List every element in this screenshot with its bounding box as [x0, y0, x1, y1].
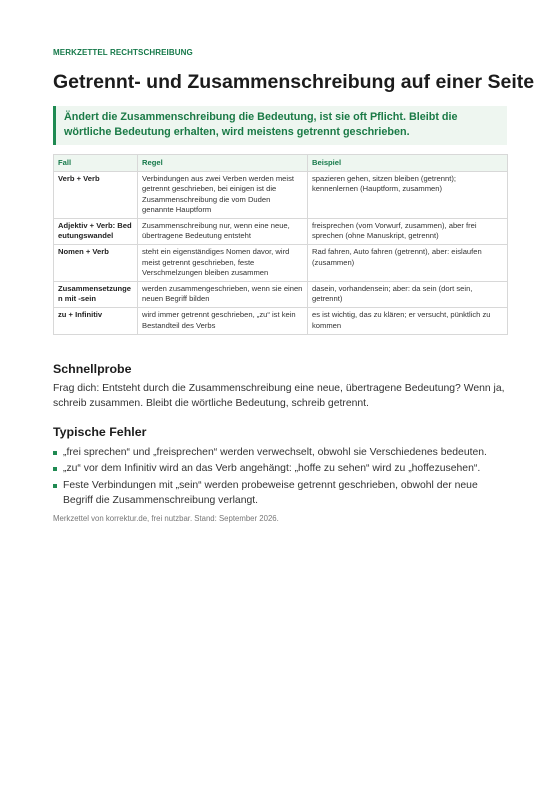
bullet-icon	[53, 451, 57, 455]
list-item	[53, 478, 507, 509]
page-title: Getrennt- und Zusammenschreibung auf einer Seite	[53, 71, 535, 93]
typical-errors-heading: Typische Fehler	[53, 424, 147, 439]
kicker: MERKZETTEL RECHTSCHREIBUNG	[53, 48, 193, 57]
table-cell-example: Rad fahren, Auto fahren (getrennt), aber: eislaufen (zusammen)	[308, 245, 508, 282]
table-row	[54, 282, 508, 308]
table-cell-rule: wird immer getrennt geschrieben, „zu“ ist kein Bestandteil des Verbs	[138, 308, 308, 334]
table-cell-case: Adjektiv + Verb: Bedeutungswandel	[54, 219, 138, 245]
error-text: „zu“ vor dem Infinitiv wird an das Verb angehängt: „hoffe zu sehen“ wird zu „hoffezusehen“.	[63, 463, 481, 475]
table-cell-rule: Zusammenschreibung nur, wenn eine neue, übertragene Bedeutung entsteht	[138, 219, 308, 245]
column-header-case: Fall	[54, 155, 138, 172]
column-header-example: Beispiel	[308, 155, 508, 172]
error-text: Feste Verbindungen mit „sein“ werden probeweise getrennt geschrieben, obwohl der neue Begriff die Zusammenschreibung verlangt.	[63, 479, 478, 507]
table-row	[54, 172, 508, 219]
table-row	[54, 219, 508, 245]
rules-table	[53, 154, 508, 335]
footer-note: Merkzettel von korrektur.de, frei nutzbar. Stand: September 2026.	[53, 513, 279, 523]
table-cell-case: zu + Infinitiv	[54, 308, 138, 334]
list-item	[53, 461, 507, 477]
table-cell-example: dasein, vorhandensein; aber: da sein (dort sein, getrennt)	[308, 282, 508, 308]
typical-errors-list	[53, 445, 507, 509]
table-cell-example: spazieren gehen, sitzen bleiben (getrennt); kennenlernen (Hauptform, zusammen)	[308, 172, 508, 219]
error-text: „frei sprechen“ und „freisprechen“ werden verwechselt, obwohl sie Verschiedenes bedeuten.	[63, 446, 487, 458]
table-row	[54, 308, 508, 334]
table-row	[54, 245, 508, 282]
table-cell-rule: steht ein eigenständiges Nomen davor, wird meist getrennt geschrieben, feste Verschmelzungen bleiben zusammen	[138, 245, 308, 282]
quick-check-heading: Schnellprobe	[53, 361, 132, 376]
table-cell-case: Zusammensetzungen mit -sein	[54, 282, 138, 308]
bullet-icon	[53, 467, 57, 471]
table-cell-case: Verb + Verb	[54, 172, 138, 219]
table-header-row	[54, 155, 508, 172]
bullet-icon	[53, 484, 57, 488]
quick-check-text: Frag dich: Entsteht durch die Zusammenschreibung eine neue, übertragene Bedeutung? Wenn ja, schreib zusammen. Bleibt die wörtliche Bedeutung, schreib getrennt.	[53, 382, 505, 410]
table-cell-case: Nomen + Verb	[54, 245, 138, 282]
table-cell-rule: Verbindungen aus zwei Verben werden meist getrennt geschrieben, bei einigen ist die Zusammenschreibung die vom Duden genannte Hauptform	[138, 172, 308, 219]
key-rule-callout: Ändert die Zusammenschreibung die Bedeutung, ist sie oft Pflicht. Bleibt die wörtliche Bedeutung erhalten, wird meistens getrennt geschrieben.	[53, 106, 507, 145]
column-header-rule: Regel	[138, 155, 308, 172]
list-item	[53, 445, 507, 461]
table-cell-example: freisprechen (vom Vorwurf, zusammen), aber frei sprechen (ohne Manuskript, getrennt)	[308, 219, 508, 245]
table-cell-example: es ist wichtig, das zu klären; er versucht, pünktlich zu kommen	[308, 308, 508, 334]
table-cell-rule: werden zusammengeschrieben, wenn sie einen neuen Begriff bilden	[138, 282, 308, 308]
